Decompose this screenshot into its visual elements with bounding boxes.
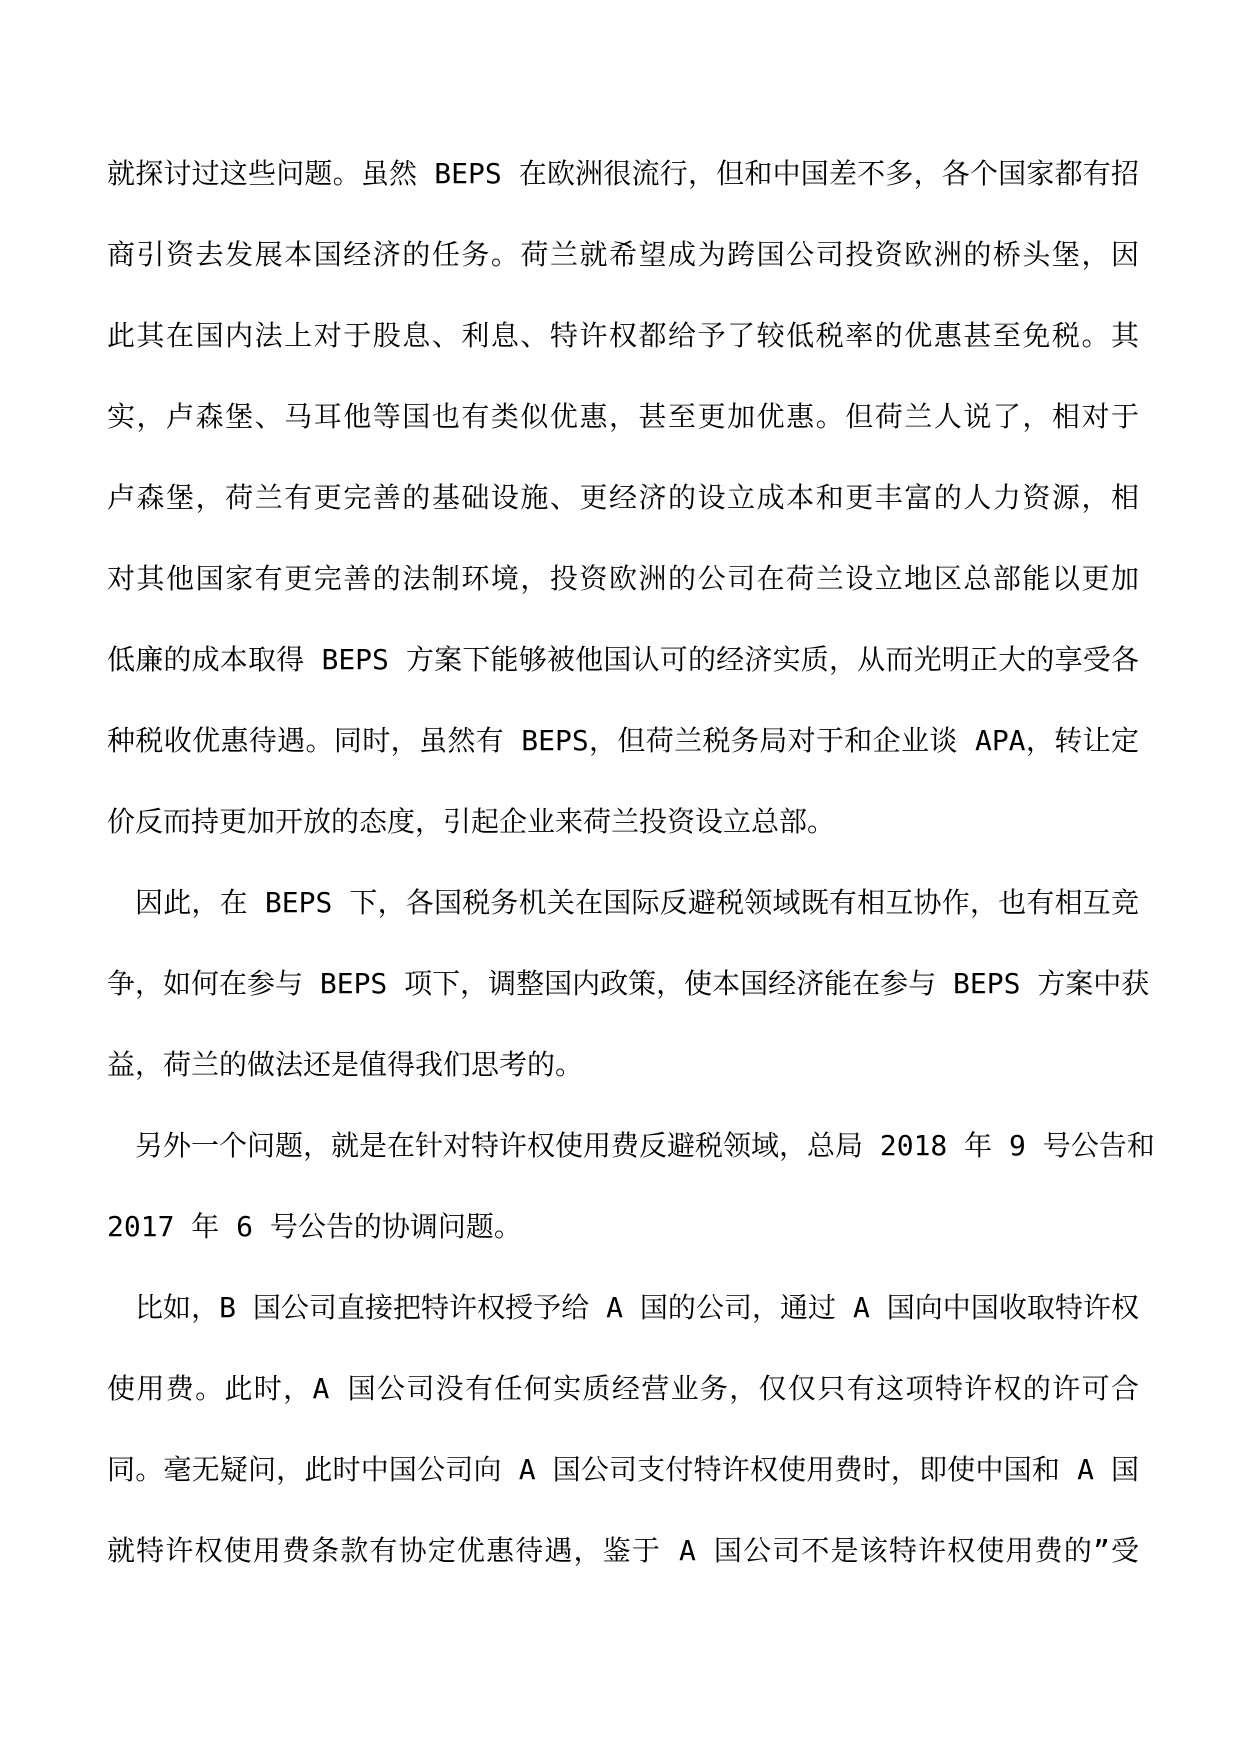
text-line: 同。毫无疑问，此时中国公司向 A 国公司支付特许权使用费时，即使中国和 A 国 (107, 1453, 1139, 1486)
text-line: 就特许权使用费条款有协定优惠待遇，鉴于 A 国公司不是该特许权使用费的”受 (107, 1534, 1139, 1567)
text-line: 商引资去发展本国经济的任务。荷兰就希望成为跨国公司投资欧洲的桥头堡，因 (107, 238, 1139, 271)
text-line: 另外一个问题，就是在针对特许权使用费反避税领域，总局 2018 年 9 号公告和 (135, 1129, 1155, 1162)
text-line: 实，卢森堡、马耳他等国也有类似优惠，甚至更加优惠。但荷兰人说了，相对于 (107, 400, 1139, 433)
document-body (107, 157, 1155, 1616)
text-line: 2017 年 6 号公告的协调问题。 (107, 1210, 522, 1243)
text-line: 价反而持更加开放的态度，引起企业来荷兰投资设立总部。 (107, 805, 836, 838)
text-line: 使用费。此时，A 国公司没有任何实质经营业务，仅仅只有这项特许权的许可合 (107, 1372, 1139, 1405)
text-line: 此其在国内法上对于股息、利息、特许权都给予了较低税率的优惠甚至免税。其 (107, 319, 1139, 352)
text-line: 卢森堡，荷兰有更完善的基础设施、更经济的设立成本和更丰富的人力资源，相 (107, 481, 1139, 514)
text-line: 争，如何在参与 BEPS 项下，调整国内政策，使本国经济能在参与 BEPS 方案中获 (107, 967, 1150, 1000)
text-line: 因此，在 BEPS 下，各国税务机关在国际反避税领域既有相互协作，也有相互竞 (135, 886, 1139, 919)
text-line: 就探讨过这些问题。虽然 BEPS 在欧洲很流行，但和中国差不多，各个国家都有招 (107, 157, 1139, 190)
text-line: 比如，B 国公司直接把特许权授予给 A 国的公司，通过 A 国向中国收取特许权 (135, 1291, 1139, 1324)
text-line: 种税收优惠待遇。同时，虽然有 BEPS，但荷兰税务局对于和企业谈 APA，转让定 (107, 724, 1139, 757)
text-line: 对其他国家有更完善的法制环境，投资欧洲的公司在荷兰设立地区总部能以更加 (107, 562, 1139, 595)
text-line: 益，荷兰的做法还是值得我们思考的。 (107, 1048, 584, 1081)
text-line: 低廉的成本取得 BEPS 方案下能够被他国认可的经济实质，从而光明正大的享受各 (107, 643, 1139, 676)
